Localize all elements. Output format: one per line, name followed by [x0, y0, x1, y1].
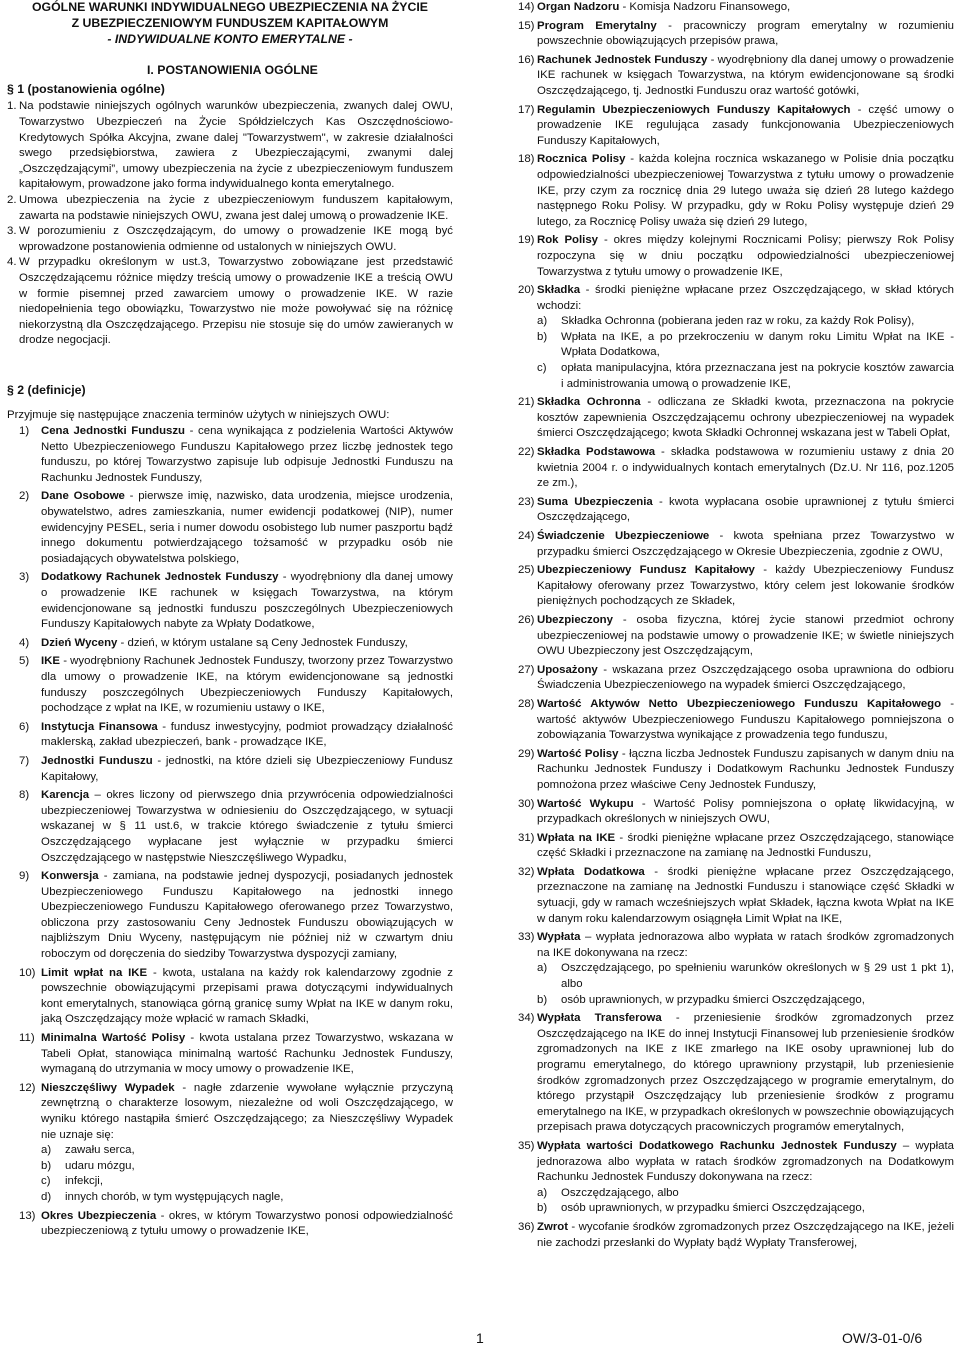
definition-text: - jednostki, na które dzieli się Ubezpieczeniowy Fundusz Kapitałowy,: [41, 754, 453, 783]
definition-term: Instytucja Finansowa: [41, 720, 158, 733]
definition-item: [506, 53, 954, 100]
definition-text: - zamiana, na podstawie jednej dyspozycji, posiadanych jednostek Ubezpieczeniowego Funduszu Kapitałowego na jednostki innego Ubezpieczeniowego Funduszu Kapitałowego oferowanego przez Towarzystwo, obliczona przy zastosowaniu Ceny Jednostek Funduszu obowiązujących w najbliższym Dniu Wyceny, następującym nie później niż w czwartym dniu roboczym od doręczenia do siedziby Towarzystwa dyspozycji zamiany,: [41, 870, 453, 961]
definition-text: - nagłe zdarzenie wywołane wyłącznie przyczyną zewnętrzną o charakterze losowym, niezależne od woli Oszczędzającego, w wyniku którego nastąpiła śmierć Oszczędzającego; za Nieszczęśliwy Wypadek nie uznaje się:: [41, 1081, 453, 1141]
definition-term: Wypłata Transferowa: [537, 1012, 662, 1025]
paragraph-number: 1.: [7, 100, 17, 113]
definition-number: 23): [518, 495, 535, 508]
definition-text: - okres między kolejnymi Rocznicami Polisy; pierwszy Rok Polisy rozpoczyna się w dniu początku odpowiedzialności ubezpieczeniowej Towarzystwa z tytułu umowy o prowadzenie IKE,: [537, 234, 954, 278]
definition-text: - odliczana ze Składki kwota, przeznaczona na pokrycie kosztów zapewnienia Oszczędzającemu ochrony ubezpieczeniowej na wypadek śmierci Oszczędzającego; kwota Składki Ochronnej wskazana jest w Tabeli Opłat,: [537, 396, 954, 440]
definition-item: [506, 233, 954, 280]
definition-item: [506, 152, 954, 230]
definitions-list-left: [7, 424, 453, 1240]
definition-item: [7, 788, 453, 866]
definition-number: 17): [518, 103, 535, 116]
definition-text: - kwota wypłacana osobie uprawnionej z tytułu śmierci Oszczędzającego,: [537, 495, 954, 524]
definition-subitem: [537, 361, 954, 392]
subitem-letter: c): [41, 1175, 51, 1188]
numbered-paragraph: [7, 224, 453, 255]
paragraph-number: 4.: [7, 256, 17, 269]
definition-term: Dzień Wyceny: [41, 636, 118, 649]
definition-term: Uposażony: [537, 663, 598, 676]
paragraph-text: Umowa ubezpieczenia na życie z ubezpieczeniowym funduszem kapitałowym, zawarta na podstawie niniejszych OWU, zwana jest dalej umową o prowadzenie IKE.: [19, 193, 453, 222]
definition-term: Świadczenie Ubezpieczeniowe: [537, 530, 710, 542]
title-line-2: Z UBEZPIECZENIOWYM FUNDUSZEM KAPITAŁOWYM: [71, 15, 389, 30]
definition-text: - część umowy o prowadzenie IKE regulująca zasady funkcjonowania Ubezpieczeniowych Funduszy Kapitałowych,: [537, 103, 955, 147]
definition-item: [506, 831, 954, 862]
definition-term: Ubezpieczony: [537, 613, 613, 626]
definition-item: [506, 1220, 954, 1251]
definition-term: Organ Nadzoru: [537, 1, 620, 13]
definition-number: 8): [19, 789, 30, 802]
definition-number: 19): [518, 234, 535, 247]
definition-number: 9): [19, 870, 30, 883]
definition-text: - każda kolejna rocznica wskazanego w Polisie dnia początku odpowiedzialności ubezpieczeniowej Towarzystwa z tytułu umowy o prowadzenie IKE, przy czym za rocznicę dnia 29 lutego uważa się dzień 28 lutego każdego następnego Roku Polisy. W przypadku, gdy w Roku Polisy występuje dzień 29 lutego, za Rocznicę Polisy uważa się dzień 29 lutego,: [537, 153, 954, 228]
definition-item: [7, 489, 453, 567]
definition-item: [7, 869, 453, 963]
definition-text: - środki pieniężne wpłacane przez Oszczędzającego, w skład których wchodzi:: [537, 284, 954, 312]
definition-term: Wypłata wartości Dodatkowego Rachunku Jednostek Funduszy: [537, 1139, 897, 1152]
definition-item: [506, 697, 954, 744]
subitem-letter: a): [537, 962, 548, 975]
section-1-heading-row: [7, 65, 453, 99]
subitem-text: zawału serca,: [65, 1144, 135, 1157]
definition-text: - wyodrębniony dla danej umowy o prowadzenie IKE rachunek w księgach Towarzystwa, na którym ewidencjonowane są jednostki funduszu poszczególnych Ubezpieczeniowych Funduszy Kapitałowych nabyte za Wpłaty Dodatkowe,: [41, 571, 453, 631]
definition-number: 5): [19, 655, 30, 668]
definition-term: IKE: [41, 655, 60, 668]
definition-number: 20): [518, 284, 535, 297]
numbered-paragraph: [7, 193, 453, 224]
subitem-letter: c): [537, 362, 547, 375]
definitions-list-right: [506, 0, 954, 1251]
title-line-1: OGÓLNE WARUNKI INDYWIDUALNEGO UBEZPIECZENIA NA ŻYCIE: [31, 0, 428, 14]
definition-item: [506, 529, 954, 560]
definition-text: - cena wynikająca z podzielenia Wartości Aktywów Netto Ubezpieczeniowego Funduszu Kapitałowego przez liczbę jednostek tego funduszu, po której Towarzystwo zapisuje lub odpisuje Jednostki Funduszu na Rachunku Jednostek Funduszy,: [41, 425, 454, 484]
definition-text: - środki pieniężne wpłacane przez Oszczędzającego, stanowiące część Składki i przeznaczone na zamianę na Jednostki Funduszu,: [537, 831, 954, 860]
definition-number: 25): [518, 564, 535, 577]
paragraph-number: 3.: [7, 225, 17, 238]
definition-number: 16): [518, 53, 535, 66]
definition-item: [506, 613, 954, 660]
definition-number: 13): [19, 1209, 36, 1222]
subitem-text: udaru mózgu,: [65, 1159, 135, 1172]
definition-text: - kwota ustalana przez Towarzystwo, wskazana w Tabeli Opłat, stanowiąca minimalną wartość Rachunku Jednostek Funduszy, wymaganą do utrzymania w mocy umowy o prowadzenie IKE,: [41, 1032, 453, 1076]
definition-term: Wypłata: [537, 931, 581, 944]
definition-term: Rocznica Polisy: [537, 153, 626, 166]
definition-number: 22): [518, 446, 535, 459]
paragraph-text: Na podstawie niniejszych ogólnych warunków ubezpieczenia, zwanych dalej OWU, Towarzystwo Ubezpieczeń na Życie Spółdzielczych Kas Oszczędnościowo-Kredytowych Spółka Akcyjna, zwane dalej "Towarzystwem", w zakresie działalności swego przedsiębiorstwa, zawiera z Ubezpieczającymi, zwanymi dalej „Oszczędzającymi”, umowy ubezpieczenia na życie z ubezpieczeniowym funduszem kapitałowym, prowadzone jako forma indywidualnego konta emerytalnego.: [19, 100, 453, 191]
definition-term: Karencja: [41, 789, 90, 802]
section-heading: I. POSTANOWIENIA OGÓLNE: [147, 63, 318, 78]
definition-subitem: [41, 1174, 453, 1190]
definition-text: - Komisja Nadzoru Finansowego,: [619, 1, 791, 13]
subitem-text: innych chorób, w tym występujących nagle,: [65, 1190, 284, 1203]
definition-item: [506, 797, 954, 828]
definition-term: Konwersja: [41, 870, 99, 883]
definition-text: - wyodrębniony dla danej umowy o prowadzenie IKE rachunek w księgach Towarzystwa, na którym ewidencjonowane są środki Oszczędzającego, tj. Jednostki Funduszu oraz wartość gotówki,: [537, 53, 954, 97]
definition-subitem: [537, 330, 954, 361]
definition-term: Składka Ochronna: [537, 396, 641, 409]
definition-subitem: [537, 1186, 954, 1202]
definition-item: [7, 424, 453, 486]
definition-text: - kwota spełniana przez Towarzystwo w przypadku śmierci Oszczędzającego w Okresie Ubezpieczenia, zgodnie z OWU,: [537, 530, 955, 558]
definition-number: 3): [19, 571, 30, 584]
definition-text: – okres liczony od pierwszego dnia przywrócenia odpowiedzialności ubezpieczeniowej Towarzystwa w odniesieniu do Oszczędzającego, w sytuacji wskazanej w § 11 ust.6, w trakcie którego świadczenie z tytułu śmierci Oszczędzającego wypłacane jest wyłącznie w przypadku śmierci Oszczędzającego w następstwie Nieszczęśliwego Wypadku,: [41, 789, 453, 864]
subitem-letter: b): [537, 993, 548, 1006]
definition-text: – wypłata jednorazowa albo wypłata w ratach środków zgromadzonych na Dodatkowym Rachunku Jednostek Funduszy dokonywana na rzecz:: [537, 1139, 954, 1184]
subitem-text: infekcji,: [65, 1175, 103, 1188]
definition-term: Nieszczęśliwy Wypadek: [41, 1081, 175, 1094]
definition-number: 30): [518, 797, 535, 810]
definition-number: 6): [19, 720, 30, 733]
definition-item: [7, 1209, 453, 1240]
definition-subitem: [537, 993, 954, 1009]
document-title: [7, 0, 453, 47]
definition-item: [506, 19, 954, 50]
definition-item: [506, 747, 954, 794]
definition-term: Składka Podstawowa: [537, 446, 656, 459]
definition-term: Wpłata Dodatkowa: [537, 865, 645, 878]
definition-text: - fundusz inwestycyjny, podmiot prowadzący działalność maklerską, zakład ubezpieczeń, bank - prowadzące IKE,: [41, 720, 453, 749]
numbered-paragraph: [7, 99, 453, 193]
definition-item: [7, 1081, 453, 1206]
definition-term: Wpłata na IKE: [537, 831, 616, 844]
subitem-text: osób uprawnionych, w przypadku śmierci Oszczędzającego,: [561, 1202, 865, 1215]
paragraph-text: W porozumieniu z Oszczędzającym, do umowy o prowadzenie IKE mogą być wprowadzone postanowienia odmienne od ustalonych w niniejszych OWU.: [19, 225, 453, 253]
definition-item: [506, 283, 954, 392]
definition-subitem: [41, 1159, 453, 1175]
document-code: OW/3-01-0/6: [842, 1330, 923, 1346]
definition-number: 2): [19, 490, 30, 503]
paragraph-number: 2.: [7, 193, 17, 206]
definition-term: Dodatkowy Rachunek Jednostek Funduszy: [41, 571, 279, 584]
definition-subitem: [537, 961, 954, 992]
subitem-letter: a): [537, 1186, 548, 1199]
definition-number: 34): [518, 1012, 535, 1025]
paragraph-1-label: § 1 (postanowienia ogólne): [7, 82, 165, 97]
definition-item: [7, 1031, 453, 1078]
definition-number: 26): [518, 613, 535, 626]
definition-item: [506, 445, 954, 492]
definition-item: [7, 966, 453, 1028]
definition-number: 28): [518, 697, 535, 710]
numbered-paragraph: [7, 255, 453, 349]
definition-number: 12): [19, 1081, 36, 1094]
definitions-intro: Przyjmuje się następujące znaczenia terminów użytych w niniejszych OWU:: [7, 409, 390, 422]
definition-term: Cena Jednostki Funduszu: [41, 425, 186, 438]
subitem-text: opłata manipulacyjna, która przeznaczana jest na pokrycie kosztów zawarcia i administrowania umową o prowadzenie IKE,: [561, 362, 954, 390]
definition-text: - pierwsze imię, nazwisko, data urodzenia, miejsce urodzenia, obywatelstwo, adres zamieszkania, numer ewidencji podatkowej (NIP), numer ewidencyjny PESEL, seria i numer dowodu osobistego lub numer paszportu bądź innego dokumentu potwierdzającego tożsamość w przypadku osób nie posiadających obywatelstwa polskiego,: [41, 490, 453, 565]
definition-number: 7): [19, 754, 30, 767]
definition-number: 14): [518, 1, 535, 13]
definition-number: 4): [19, 636, 30, 649]
right-column: [506, 0, 954, 1254]
subitem-text: Oszczędzającego, albo: [561, 1186, 679, 1199]
definition-item: [7, 720, 453, 751]
definition-number: 24): [518, 530, 535, 542]
definition-number: 29): [518, 747, 535, 760]
definition-term: Okres Ubezpieczenia: [41, 1209, 157, 1222]
definition-subitem: [537, 314, 954, 330]
definition-item: [7, 654, 453, 716]
definition-text: - wartość aktywów Ubezpieczeniowego Funduszu Kapitałowego pomniejszona o zobowiązania Towarzystwa wynikające z prowadzenia tego funduszu,: [537, 697, 954, 742]
subitem-text: Wpłata na IKE, a po przekroczeniu w danym roku Limitu Wpłat na IKE - Wpłata Dodatkowa,: [561, 330, 954, 359]
definition-text: - wycofanie środków zgromadzonych przez Oszczędzającego na IKE, jeżeli nie zachodzi przesłanki do Wypłaty bądź Wypłaty Transferowej,: [537, 1220, 954, 1249]
definition-number: 36): [518, 1220, 535, 1233]
definition-number: 10): [19, 966, 36, 979]
subitem-letter: b): [537, 1202, 548, 1215]
definition-item: [506, 865, 954, 927]
definition-item: [506, 1139, 954, 1217]
definition-item: [7, 754, 453, 785]
definition-item: [506, 1011, 954, 1136]
definition-term: Regulamin Ubezpieczeniowych Funduszy Kapitałowych: [537, 103, 851, 116]
definition-term: Wartość Aktywów Netto Ubezpieczeniowego Funduszu Kapitałowego: [537, 697, 942, 710]
definition-text: - pracowniczy program emerytalny w rozumieniu powszechnie obowiązujących przepisów prawa,: [537, 19, 954, 48]
definition-subitem: [41, 1190, 453, 1206]
definition-number: 1): [19, 425, 30, 438]
definition-item: [506, 563, 954, 610]
definition-text: - kwota, ustalana na każdy rok kalendarzowy zgodnie z powszechnie obowiązującymi przepisami prawa dotyczącymi indywidualnych kont emerytalnych, stanowiąca górną granicę sumy Wpłat na IKE w danym roku, jaką Oszczędzający może wpłacić w ramach Składki,: [41, 966, 453, 1026]
subitem-text: Składka Ochronna (pobierana jeden raz w roku, za każdy Rok Polisy),: [561, 315, 915, 328]
definition-sublist: [537, 314, 954, 392]
definition-text: - przeniesienie środków zgromadzonych przez Oszczędzającego na IKE do innej Instytucji Finansowej lub przeniesienie środków zgromadzonych na IKE z IKE zmarłego na IKE osoby uprawnionej lub do programu emerytalnego, do którego uprawniony przystąpił, lub przeniesienie środków zgromadzonych przez Oszczędzającego w programie emerytalnym, do którego przystąpił Oszczędzający lub przeniesienie środków z programu emerytalnego na IKE, w przypadkach określonych w powszechnie obowiązujących przepisach prawa dotyczących pracowniczych programów emerytalnych,: [537, 1012, 955, 1134]
definition-text: - składka podstawowa w rozumieniu ustawy z dnia 20 kwietnia 2004 r. o indywidualnych kontach emerytalnych (Dz.U. Nr 116, poz.1205 ze zm.),: [537, 446, 954, 490]
definition-term: Rachunek Jednostek Funduszy: [537, 53, 708, 66]
definition-term: Zwrot: [537, 1220, 569, 1233]
definition-text: - wyodrębniony Rachunek Jednostek Funduszy, tworzony przez Towarzystwo dla umowy o prowadzenie IKE, na którym ewidencjonowane są jednostki funduszy poszczególnych Ubezpieczeniowych Funduszy Kapitałowych, pochodzące z wpłat na IKE, w rozumieniu ustawy o IKE,: [41, 655, 453, 715]
definition-subitem: [41, 1143, 453, 1159]
definition-item: [506, 930, 954, 1008]
definition-sublist: [537, 1186, 954, 1217]
definition-text: - okres, w którym Towarzystwo ponosi odpowiedzialność ubezpieczeniową z tytułu umowy o prowadzenie IKE,: [41, 1209, 453, 1238]
paragraph-text: W przypadku określonym w ust.3, Towarzystwo zobowiązane jest przedstawić Oszczędzającemu różnice między treścią umowy o prowadzenie IKE a treścią OWU w formie pisemnej przed zawarciem umowy o prowadzenie IKE. W razie niedopełnienia tego obowiązku, Towarzystwo nie może powoływać się na różnicę niekorzystną dla Oszczędzającego. Przepisu nie stosuje się do umów zawieranych w drodze negocjacji.: [19, 256, 453, 347]
definition-number: 15): [518, 19, 535, 32]
definition-text: - wskazana przez Oszczędzającego osoba uprawniona do odbioru Świadczenia Ubezpieczeniowego na wypadek śmierci Oszczędzającego,: [537, 663, 954, 692]
definition-term: Ubezpieczeniowy Fundusz Kapitałowy: [537, 564, 755, 577]
definition-item: [506, 495, 954, 526]
definition-sublist: [537, 961, 954, 1008]
subitem-letter: b): [41, 1159, 52, 1172]
definition-number: 27): [518, 663, 535, 676]
definition-item: [7, 570, 453, 632]
definition-number: 18): [518, 153, 535, 166]
definition-text: - Wartość Polisy pomniejszona o opłatę likwidacyjną, w przypadkach określonych w niniejszych OWU,: [537, 797, 954, 826]
left-column: [7, 0, 453, 1243]
paragraph-1-items: [7, 99, 453, 349]
definition-number: 21): [518, 396, 535, 409]
definition-text: - dzień, w którym ustalane są Ceny Jednostek Funduszy,: [117, 636, 408, 649]
definition-item: [506, 663, 954, 694]
subitem-text: osób uprawnionych, w przypadku śmierci Oszczędzającego,: [561, 993, 865, 1006]
definition-number: 32): [518, 865, 535, 878]
definition-term: Rok Polisy: [537, 234, 599, 247]
definition-term: Program Emerytalny: [537, 19, 657, 32]
subitem-letter: a): [41, 1144, 52, 1157]
definition-text: - każdy Ubezpieczeniowy Fundusz Kapitałowy oferowany przez Towarzystwo, który celem jest lokowanie środków pieniężnych pochodzących ze Składek,: [537, 564, 954, 608]
definition-text: - łączna liczba Jednostek Funduszu zapisanych w danym dniu na Rachunku Jednostek Funduszy i Dodatkowym Rachunku Jednostek Funduszy pomnożona przez właściwe Ceny Jednostek Funduszy,: [537, 747, 954, 791]
definition-item: [506, 395, 954, 442]
definition-item: [506, 0, 954, 16]
page-number: 1: [476, 1330, 484, 1346]
definition-term: Suma Ubezpieczenia: [537, 495, 653, 508]
definition-item: [7, 636, 453, 652]
definition-item: [506, 103, 954, 150]
definition-term: Składka: [537, 284, 581, 297]
definition-term: Dane Osobowe: [41, 490, 125, 503]
definition-sublist: [41, 1143, 453, 1205]
definition-number: 33): [518, 931, 535, 944]
definition-number: 11): [19, 1032, 35, 1045]
definition-term: Limit wpłat na IKE: [41, 966, 148, 979]
subitem-letter: a): [537, 315, 548, 328]
definition-subitem: [537, 1201, 954, 1217]
subitem-letter: b): [537, 330, 548, 343]
definition-number: 31): [518, 831, 535, 844]
title-line-3: - INDYWIDUALNE KONTO EMERYTALNE -: [107, 31, 353, 46]
definition-text: – wypłata jednorazowa albo wypłata w ratach środków zgromadzonych na IKE dokonywana na rzecz:: [537, 931, 954, 959]
subitem-text: Oszczędzającego, po spełnieniu warunków określonych w § 29 ust 1 pkt 1), albo: [561, 962, 954, 991]
definition-number: 35): [518, 1139, 535, 1152]
definition-text: - środki pieniężne wpłacane przez Oszczędzającego, przeznaczone na zamianę na Jednostki Funduszu i stanowiące część Składki w sytuacji, gdy w ramach wcześniejszych wpłat Składek, łączna kwota Wpłat na IKE w danym roku kalendarzowym osiągnęła Limit Wpłat na IKE,: [537, 865, 954, 925]
definition-term: Wartość Wykupu: [537, 797, 634, 810]
paragraph-2-label: § 2 (definicje): [7, 382, 86, 397]
definition-term: Minimalna Wartość Polisy: [41, 1032, 186, 1045]
definition-term: Wartość Polisy: [537, 747, 619, 760]
subitem-letter: d): [41, 1190, 52, 1203]
definition-term: Jednostki Funduszu: [41, 754, 153, 767]
definition-text: - osoba fizyczna, której życie stanowi przedmiot ochrony ubezpieczeniowej na podstawie umowy o prowadzenie IKE; w świetle niniejszych OWU Ubezpieczony jest Oszczędzającym,: [537, 613, 954, 658]
